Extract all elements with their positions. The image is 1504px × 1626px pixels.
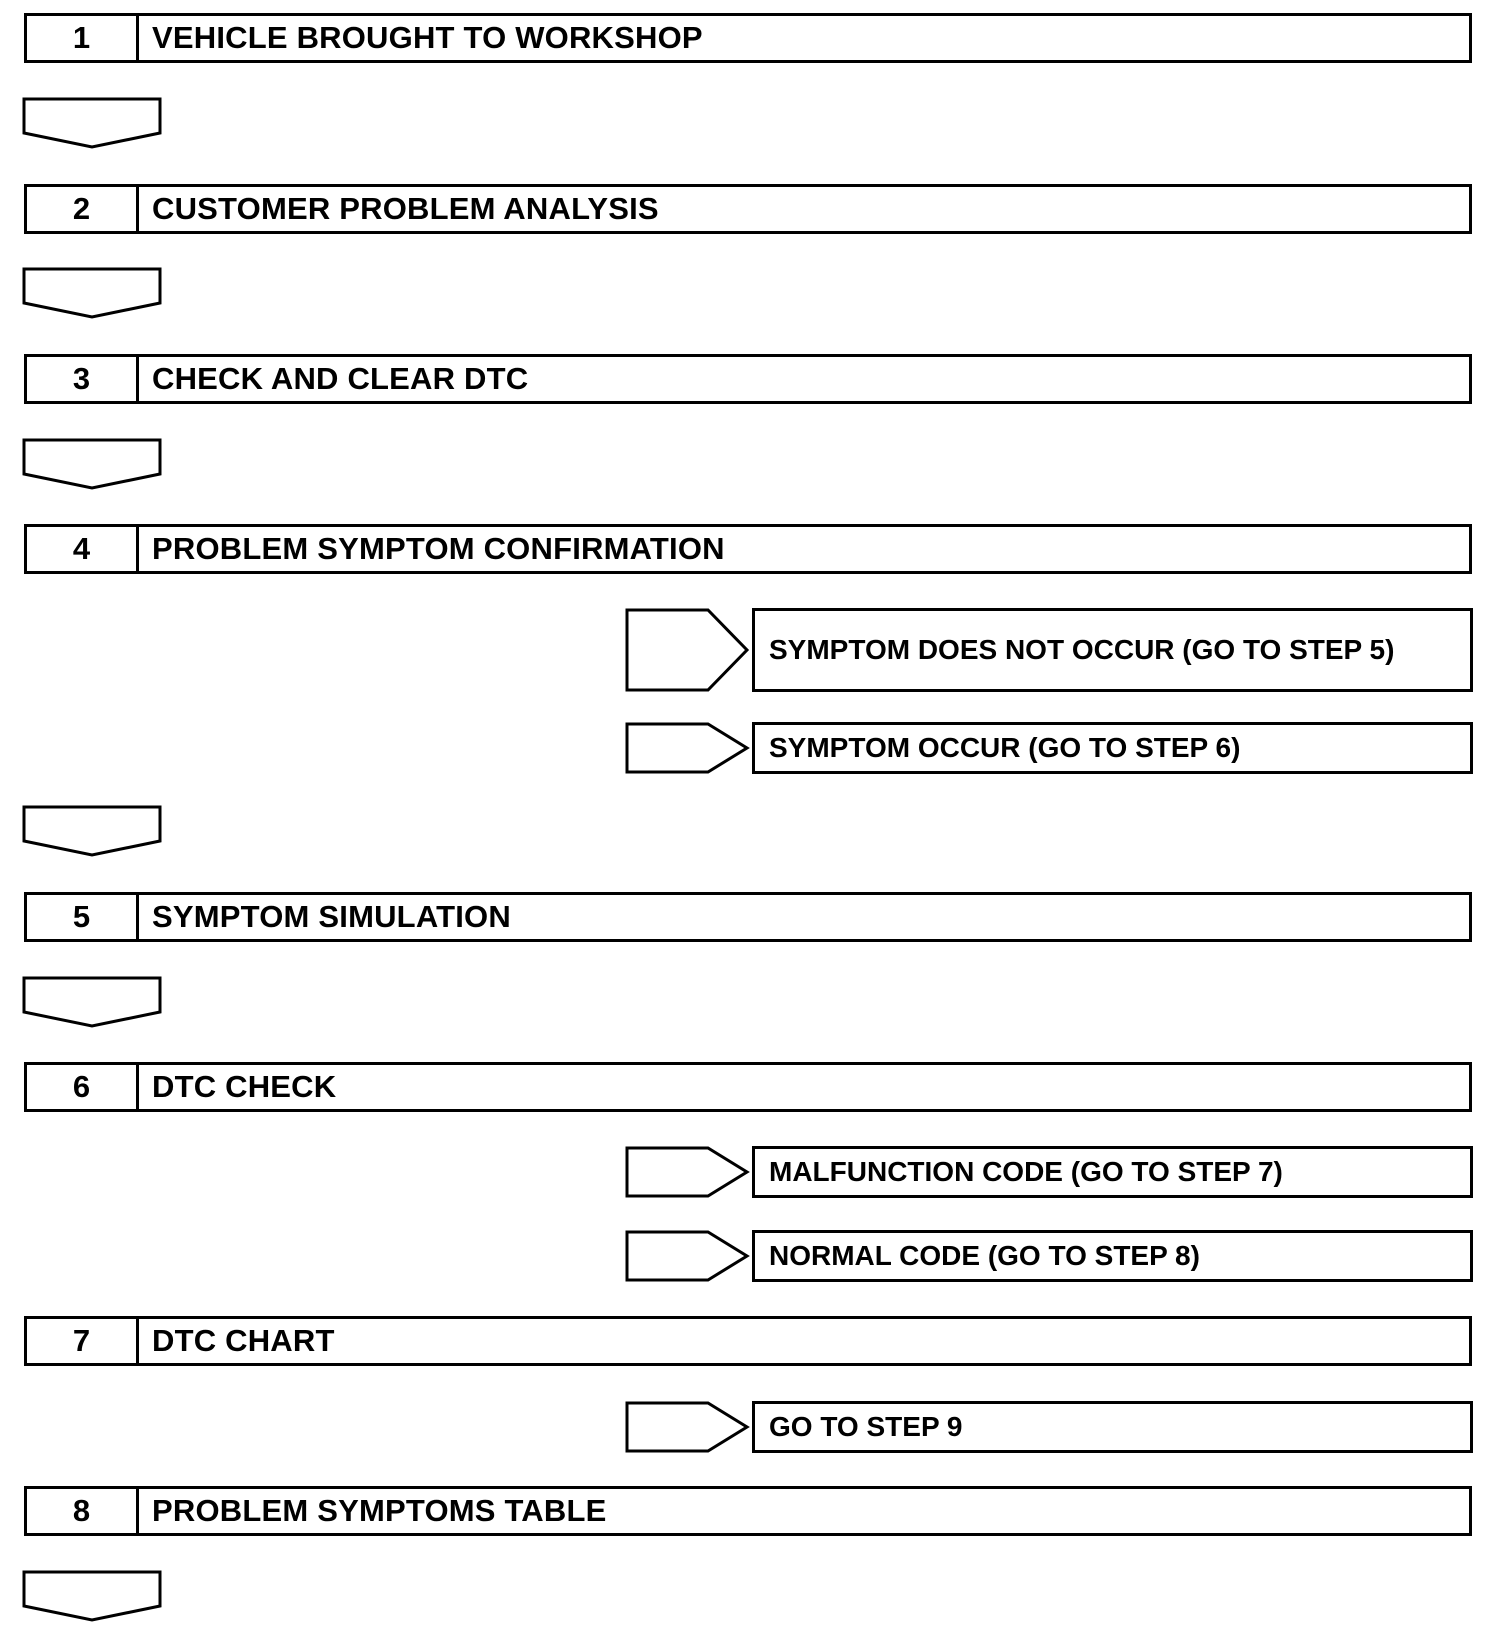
branch-arrow-icon <box>625 608 750 692</box>
step-6-box <box>24 1062 1472 1112</box>
branch-normal-code <box>752 1230 1473 1282</box>
branch-arrow-icon <box>625 722 750 774</box>
step-title: DTC CHECK <box>152 1069 337 1104</box>
step-title: PROBLEM SYMPTOM CONFIRMATION <box>152 531 725 566</box>
branch-arrow-icon <box>625 1230 750 1282</box>
branch-malfunction-code <box>752 1146 1473 1198</box>
step-number: 1 <box>27 16 139 60</box>
branch-label: SYMPTOM DOES NOT OCCUR (GO TO STEP 5) <box>769 634 1395 665</box>
step-2-box <box>24 184 1472 234</box>
step-number: 3 <box>27 357 139 401</box>
step-8-box <box>24 1486 1472 1536</box>
step-7-box <box>24 1316 1472 1366</box>
step-number: 4 <box>27 527 139 571</box>
branch-go-to-step-9 <box>752 1401 1473 1453</box>
branch-label: SYMPTOM OCCUR (GO TO STEP 6) <box>769 732 1241 763</box>
step-4-box <box>24 524 1472 574</box>
branch-label: MALFUNCTION CODE (GO TO STEP 7) <box>769 1156 1283 1187</box>
step-title: PROBLEM SYMPTOMS TABLE <box>152 1493 607 1528</box>
step-number: 7 <box>27 1319 139 1363</box>
down-arrow-icon <box>22 1570 162 1622</box>
branch-label: NORMAL CODE (GO TO STEP 8) <box>769 1240 1200 1271</box>
branch-label: GO TO STEP 9 <box>769 1411 963 1442</box>
step-number: 6 <box>27 1065 139 1109</box>
branch-arrow-icon <box>625 1146 750 1198</box>
down-arrow-icon <box>22 805 162 857</box>
step-title: SYMPTOM SIMULATION <box>152 899 511 934</box>
step-number: 5 <box>27 895 139 939</box>
step-title: CUSTOMER PROBLEM ANALYSIS <box>152 191 659 226</box>
branch-symptom-not-occur <box>752 608 1473 692</box>
step-5-box <box>24 892 1472 942</box>
down-arrow-icon <box>22 976 162 1028</box>
step-1-box <box>24 13 1472 63</box>
step-title: CHECK AND CLEAR DTC <box>152 361 529 396</box>
down-arrow-icon <box>22 97 162 149</box>
step-3-box <box>24 354 1472 404</box>
step-number: 8 <box>27 1489 139 1533</box>
step-number: 2 <box>27 187 139 231</box>
branch-arrow-icon <box>625 1401 750 1453</box>
step-title: DTC CHART <box>152 1323 335 1358</box>
branch-symptom-occur <box>752 722 1473 774</box>
step-title: VEHICLE BROUGHT TO WORKSHOP <box>152 20 703 55</box>
down-arrow-icon <box>22 438 162 490</box>
down-arrow-icon <box>22 267 162 319</box>
